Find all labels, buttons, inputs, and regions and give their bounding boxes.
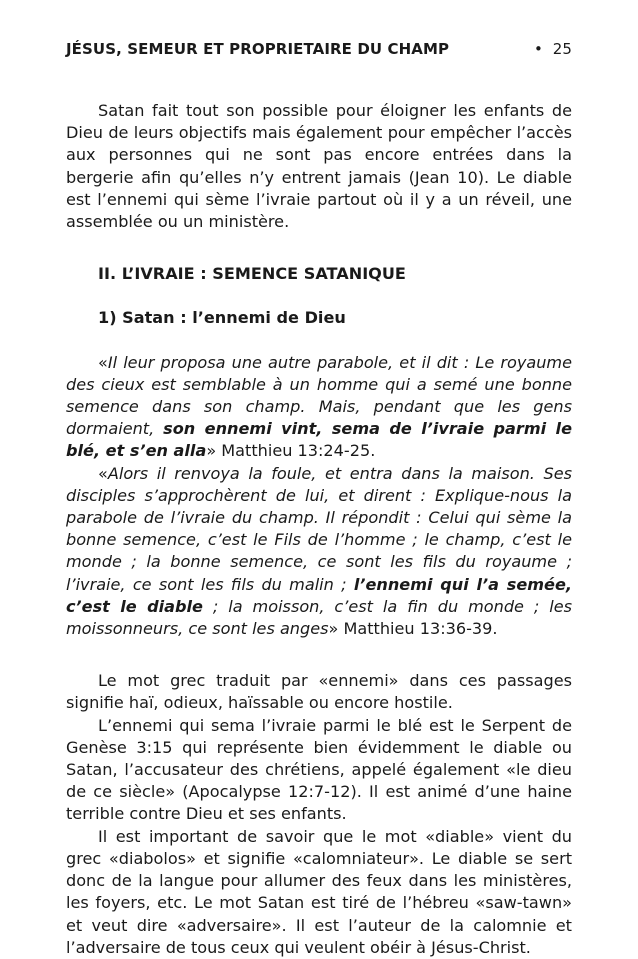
quote-text-continued: ; la moisson, c’est la fin du monde ; les moissonneurs, ce sont les anges bbox=[66, 596, 572, 639]
paragraph-diable: Il est important de savoir que le mot «diable» vient du grec «diabolos» et signifie «calomniateur». Le diable se sert donc de la langue pour allumer des feux dans les ministères, les foyers, etc. Le mot Satan est tiré de l’hébreu «saw-tawn» et veut dire «adversaire». Il est l’auteur de la calomnie et l’adversaire de tous ceux qui veulent obéir à Jésus-Christ. bbox=[66, 826, 572, 957]
page-number-group bbox=[534, 40, 572, 58]
quote-emphasis: l’ennemi qui l’a semée, c’est le diable bbox=[66, 574, 572, 616]
quote-reference: » Matthieu 13:24-25. bbox=[206, 441, 376, 461]
subsection-heading: 1) Satan : l’ennemi de Dieu bbox=[98, 308, 346, 328]
quote-matthieu-13-36 bbox=[66, 463, 572, 641]
section-heading: II. L’IVRAIE : SEMENCE SATANIQUE bbox=[98, 264, 406, 284]
quote-open: « bbox=[98, 463, 108, 483]
quote-matthieu-13-24 bbox=[66, 352, 572, 463]
quote-emphasis: son ennemi vint, sema de l’ivraie parmi le blé, et s’en alla bbox=[66, 419, 572, 461]
quote-open: « bbox=[98, 352, 108, 372]
running-header bbox=[66, 40, 572, 58]
paragraph-serpent: L’ennemi qui sema l’ivraie parmi le blé est le Serpent de Genèse 3:15 qui représente bien évidemment le diable ou Satan, l’accusateur des chrétiens, appelé également «le dieu de ce siècle» (Apocalypse 12:7-12). Il est animé d’une haine terrible contre Dieu et ses enfants. bbox=[66, 715, 572, 824]
paragraph-greek-word: Le mot grec traduit par «ennemi» dans ces passages signifie haï, odieux, haïssable ou encore hostile. bbox=[66, 671, 572, 713]
quote-text: Il leur proposa une autre parabole, et il dit : Le royaume des cieux est semblable à un homme qui a semé une bonne semence dans son champ. Mais, pendant que les gens dormaient, bbox=[66, 352, 572, 439]
bullet-icon: • bbox=[534, 40, 543, 58]
running-title: JÉSUS, SEMEUR ET PROPRIETAIRE DU CHAMP bbox=[66, 40, 450, 58]
quote-text: Alors il renvoya la foule, et entra dans la maison. Ses disciples s’approchèrent de lui, et dirent : Explique-nous la parabole de l’ivraie du champ. Il répondit : Celui qui sème la bonne semence, c’est le Fils de l’homme ; le champ, c’est le monde ; la bonne semence, ce sont les fils du royaume ; l’ivraie, ce sont les fils du malin ; bbox=[66, 463, 572, 594]
page-body bbox=[66, 100, 572, 959]
intro-paragraph: Satan fait tout son possible pour éloigner les enfants de Dieu de leurs objectifs mais également pour empêcher l’accès aux personnes qui ne sont pas encore entrées dans la bergerie afin qu’elles n’y entrent jamais (Jean 10). Le diable est l’ennemi qui sème l’ivraie partout où il y a un réveil, une assemblée ou un ministère. bbox=[66, 101, 572, 232]
quote-reference: » Matthieu 13:36-39. bbox=[328, 619, 498, 639]
page-number: 25 bbox=[552, 40, 572, 58]
